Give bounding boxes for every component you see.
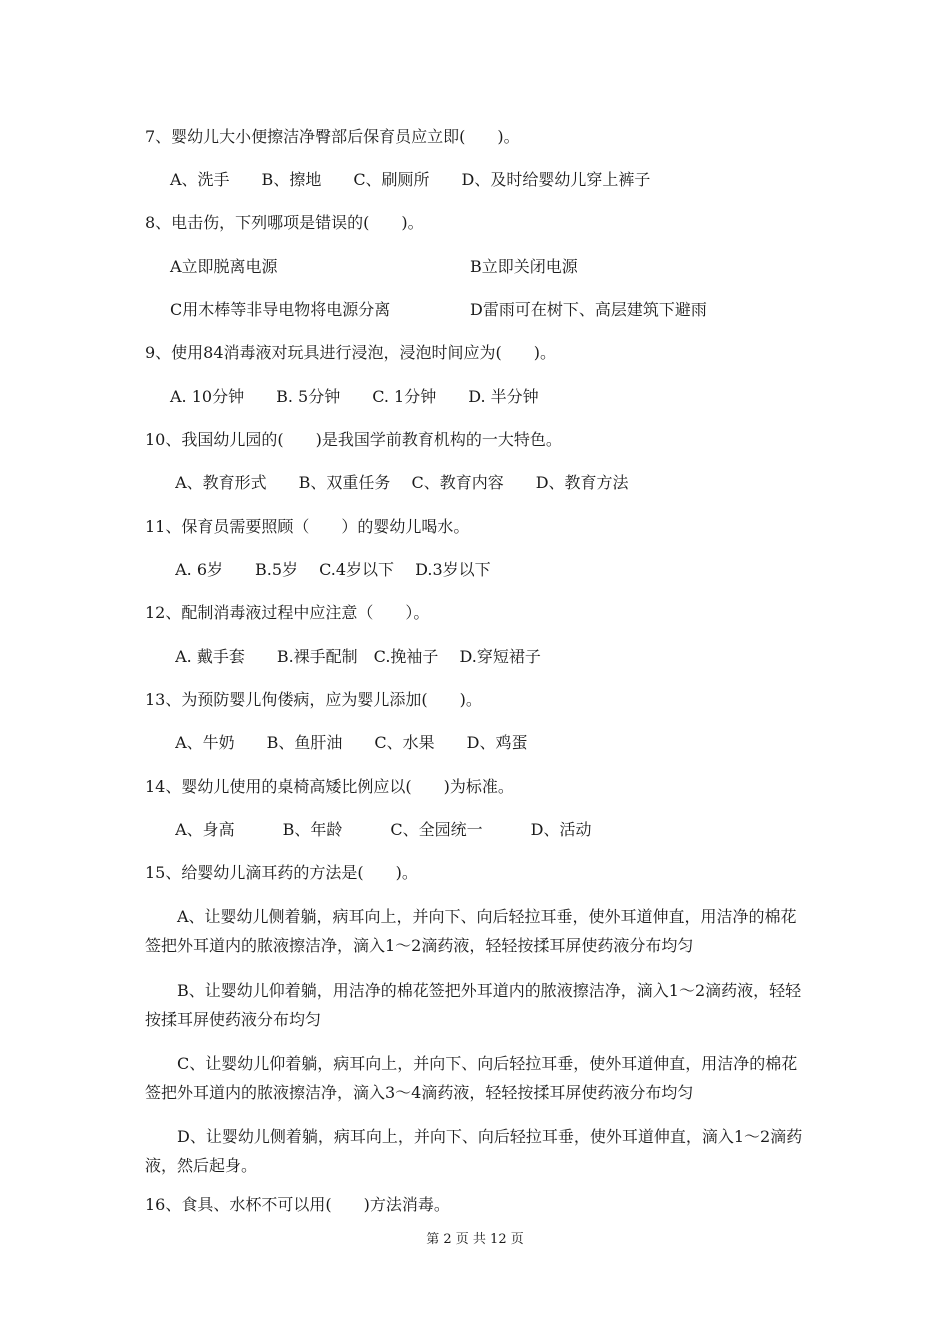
question-9-stem: 9、使用84消毒液对玩具进行浸泡，浸泡时间应为( )。 xyxy=(145,343,557,362)
question-8-stem: 8、电击伤，下列哪项是错误的( )。 xyxy=(145,213,424,232)
question-10-stem: 10、我国幼儿园的( )是我国学前教育机构的一大特色。 xyxy=(145,430,562,449)
question-12-options: A. 戴手套 B.裸手配制 C.挽袖子 D.穿短裙子 xyxy=(170,647,541,666)
question-10-options: A、教育形式 B、双重任务 C、教育内容 D、教育方法 xyxy=(170,473,629,492)
question-14-stem: 14、婴幼儿使用的桌椅高矮比例应以( )为标准。 xyxy=(145,777,514,796)
question-8-option-b: B立即关闭电源 xyxy=(470,257,578,276)
question-9-options: A. 10分钟 B. 5分钟 C. 1分钟 D. 半分钟 xyxy=(170,387,539,406)
question-12-stem: 12、配制消毒液过程中应注意（ ）。 xyxy=(145,603,430,622)
question-13-options: A、牛奶 B、鱼肝油 C、水果 D、鸡蛋 xyxy=(170,733,528,752)
question-15-stem: 15、给婴幼儿滴耳药的方法是( )。 xyxy=(145,863,418,882)
question-8-option-d: D雷雨可在树下、高层建筑下避雨 xyxy=(470,300,707,319)
question-15-option-c: C、让婴幼儿仰着躺，病耳向上，并向下、向后轻拉耳垂，使外耳道伸直，用洁净的棉花签把外耳道内的脓液擦洁净，滴入3～4滴药液，轻轻按揉耳屏使药液分布均匀 xyxy=(145,1054,798,1102)
question-15-option-a: A、让婴幼儿侧着躺，病耳向上，并向下、向后轻拉耳垂，使外耳道伸直，用洁净的棉花签把外耳道内的脓液擦洁净，滴入1～2滴药液，轻轻按揉耳屏使药液分布均匀 xyxy=(145,907,797,955)
question-15-option-b: B、让婴幼儿仰着躺，用洁净的棉花签把外耳道内的脓液擦洁净，滴入1～2滴药液，轻轻按揉耳屏使药液分布均匀 xyxy=(145,981,802,1029)
question-15-option-d: D、让婴幼儿侧着躺，病耳向上，并向下、向后轻拉耳垂，使外耳道伸直，滴入1～2滴药液，然后起身。 xyxy=(145,1127,803,1175)
question-7-options: A、洗手 B、擦地 C、刷厕所 D、及时给婴幼儿穿上裤子 xyxy=(170,170,651,189)
question-7-stem: 7、婴幼儿大小便擦洁净臀部后保育员应立即( )。 xyxy=(145,127,520,146)
page-number-footer: 第 2 页 共 12 页 xyxy=(426,1232,524,1247)
question-8-option-a: A立即脱离电源 xyxy=(170,257,278,276)
question-11-stem: 11、保育员需要照顾（ ）的婴幼儿喝水。 xyxy=(145,517,470,536)
question-13-stem: 13、为预防婴儿佝偻病，应为婴儿添加( )。 xyxy=(145,690,482,709)
question-8-option-c: C用木棒等非导电物将电源分离 xyxy=(170,300,391,319)
question-14-options: A、身高 B、年龄 C、全园统一 D、活动 xyxy=(170,820,592,839)
question-16-stem: 16、食具、水杯不可以用( )方法消毒。 xyxy=(145,1195,450,1214)
question-11-options: A. 6岁 B.5岁 C.4岁以下 D.3岁以下 xyxy=(170,560,491,579)
